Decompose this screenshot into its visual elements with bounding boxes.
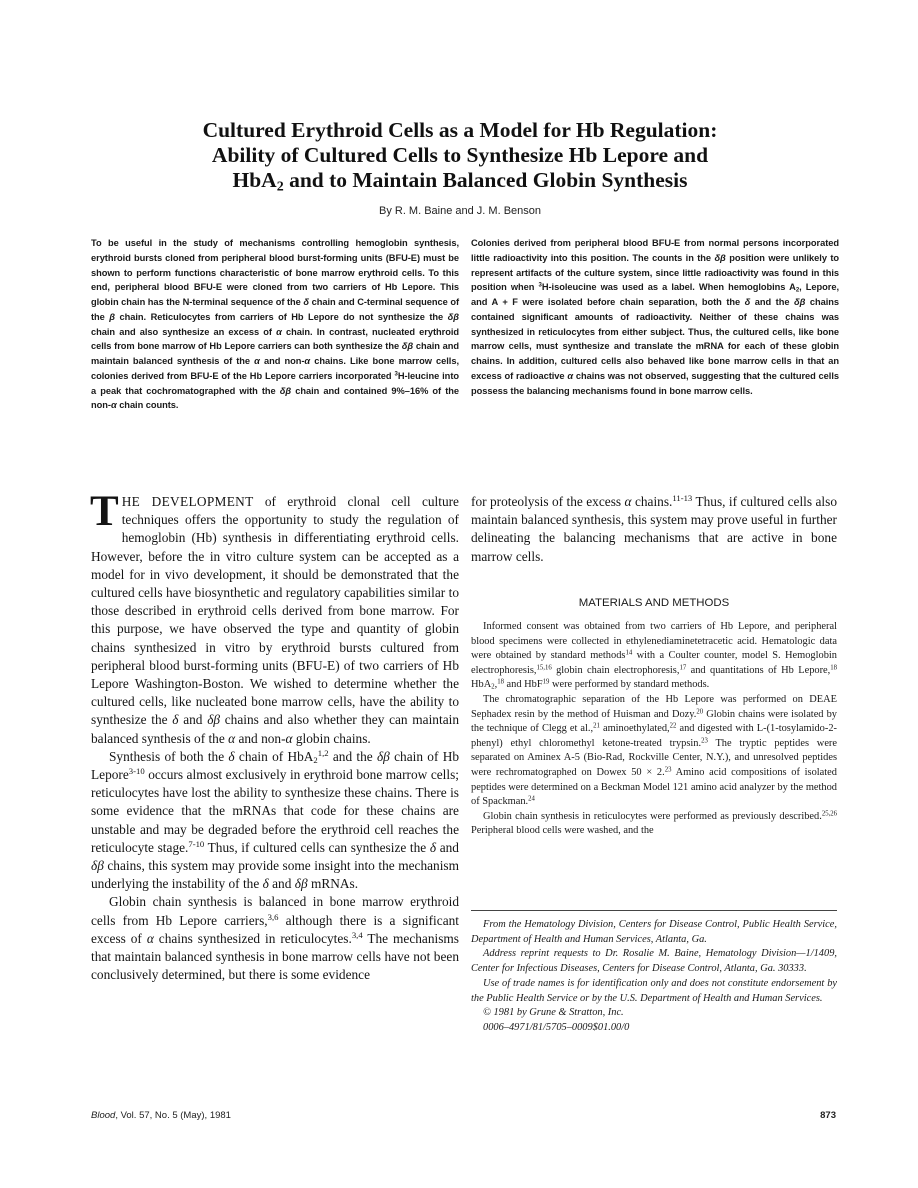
journal-details: , Vol. 57, No. 5 (May), 1981 bbox=[115, 1110, 231, 1121]
footnote-divider bbox=[471, 910, 837, 911]
drop-cap: T bbox=[90, 488, 119, 535]
title-line: HbA$_2$ and to Maintain Balanced Globin Synthesis bbox=[232, 168, 688, 195]
journal-name: Blood bbox=[91, 1110, 116, 1121]
title-line: Ability of Cultured Cells to Synthesize Hb Lepore and bbox=[211, 143, 709, 167]
journal-citation bbox=[91, 1110, 231, 1121]
body-paragraph: for proteolysis of the excess α chains.$^{11-13}$ Thus, if cultured cells also maintain balanced synthesis, this system may prove useful in further delineating the balancing mechanisms that are active in bone marrow cells. bbox=[471, 493, 838, 564]
footnote-affiliation: From the Hematology Division, Centers for Disease Control, Public Health Service, Department of Health and Human Services, Atlanta, Ga. bbox=[471, 919, 837, 945]
methods-paragraph: Informed consent was obtained from two carriers of Hb Lepore, and peripheral blood specimens were collected in ethylenediaminetetracetic acid. Hematologic data were obtained by standard methods$^{14}$ with a Coulter counter, model S. Hemoglobin electrophoresis,$^{15,16}$ globin chain electrophoresis,$^{17}$ and quantitations of Hb Lepore,$^{18}$ HbA$_2$,$^{18}$ and HbF$^{19}$ were performed by standard methods. bbox=[471, 621, 838, 692]
body-paragraph: Synthesis of both the δ chain of HbA$_2^{1,2}$ and the δβ chain of Hb Lepore$^{3-10}$ occurs almost exclusively in erythroid bone marrow cells; reticulocytes have lost the ability to synthesize these chains. There is some evidence that the mRNAs that code for these chains are unstable and may be degraded before the erythroid cell reaches the reticulocyte stage.$^{7-10}$ Thus, if cultured cells can synthesize the δ and δβ chains, this system may provide some insight into the mechanism underlying the instability of the δ and δβ mRNAs. bbox=[91, 748, 459, 892]
paragraph-text: of erythroid clonal cell culture techniques offers the opportunity to study the regulation of hemoglobin (Hb) synthesis in differentiating erythroid cells. However, before the in vitro culture system can be accepted as a model for in vivo development, it should be demonstrated that the cultured cells have biosynthetic and regulatory capabilities similar to those described in erythroid cells derived from bone marrow. For this purpose, we have observed the type and quantity of globin chains synthesized in vitro by erythroid bursts cultured from peripheral blood burst-forming units (BFU-E) of two carriers of Hb Lepore Washington-Boston. We wished to determine whether the cultured cells, like nucleated bone marrow cells, have the ability to synthesize the δ and δβ chains and also whether they can maintain balanced synthesis of the α and non-α globin chains. bbox=[91, 494, 459, 746]
methods-paragraph: Globin chain synthesis in reticulocytes were performed as previously described.$^{25,26}$ Peripheral blood cells were washed, and the bbox=[471, 810, 837, 837]
page-number: 873 bbox=[820, 1110, 836, 1121]
intro-paragraph bbox=[90, 488, 459, 748]
footnote-trade-names: Use of trade names is for identification only and does not constitute endorsement by the Public Health Service or by the U.S. Department of Health and Human Services. bbox=[471, 977, 837, 1004]
body-left-column bbox=[90, 488, 459, 984]
intro-caps: HE DEVELOPMENT bbox=[121, 494, 254, 509]
footnote-reprint-address: Address reprint requests to Dr. Rosalie M. Baine, Hematology Division—1/1409, Center for Infectious Diseases, Centers for Disease Control, Atlanta, Ga. 30333. bbox=[471, 948, 837, 975]
methods-paragraph: The chromatographic separation of the Hb Lepore was performed on DEAE Sephadex resin by the method of Huisman and Dozy.$^{20}$ Globin chains were isolated by the technique of Clegg et al.,$^{21}$ aminoethylated,$^{22}$ and digested with L-(1-tosylamido-2-phenyl) ethyl chloromethyl ketone-treated trypsin.$^{23}$ The tryptic peptides were separated on Aminex A-5 (Bio-Rad, Rockville Center, N.Y.), and unresolved peptides were rechromatographed on Dowex 50 × 2.23 Amino acid compositions of isolated peptides were determined on a Beckman Model 121 amino acid analyzer by the method of Spackman.$^{24}$ bbox=[471, 693, 838, 808]
body-paragraph: Globin chain synthesis is balanced in bone marrow erythroid cells from Hb Lepore carriers,$^{3,6}$ although there is a significant excess of α chains synthesized in reticulocytes.$^{3,4}$ The mechanisms that maintain balanced synthesis in bone marrow cells have not been conclusively determined, but there is some evidence bbox=[91, 894, 459, 983]
author-byline: By R. M. Baine and J. M. Benson bbox=[378, 205, 542, 217]
title-line: Cultured Erythroid Cells as a Model for Hb Regulation: bbox=[202, 118, 718, 142]
abstract-right-column: Colonies derived from peripheral blood BFU-E from normal persons incorporated little radioactivity into this position. The counts in the δβ position were unlikely to represent artifacts of the culture system, since little radioactivity was found in this position when $^3$H-isoleucine was used as a label. When hemoglobins $A_2$, Lepore, and A + F were isolated before chain separation, both the δ and the δβ chains contained significant amounts of radioactivity. Neither of these chains was synthesized in reticulocytes from either subject. Thus, the cultured cells, like bone marrow cells, must synthesize and translate the mRNA for each of these globin chains. In addition, cultured cells also behaved like bone marrow cells in that an excess of radioactive α chains was not observed, suggesting that the cultured cells possess the balancing mechanisms found in bone marrow cells. bbox=[471, 238, 840, 396]
footnotes bbox=[471, 918, 837, 1036]
footnote-issn-code: 0006–4971/81/5705–0009$01.00/0 bbox=[483, 1021, 630, 1033]
body-right-column bbox=[471, 493, 837, 566]
methods-text bbox=[471, 620, 837, 839]
article-title bbox=[120, 118, 800, 193]
section-heading-methods: MATERIALS AND METHODS bbox=[578, 597, 730, 609]
footnote-copyright: © 1981 by Grune & Stratton, Inc. bbox=[483, 1007, 624, 1019]
abstract-left-column: To be useful in the study of mechanisms controlling hemoglobin synthesis, erythroid bursts cloned from peripheral blood burst-forming units (BFU-E) must be shown to perform functions characteristic of bone marrow erythroid cells. To this end, peripheral blood BFU-E were cloned from two carriers of Hb Lepore. This globin chain has the N-terminal sequence of the δ chain and C-terminal sequence of the β chain. Reticulocytes from carriers of Hb Lepore do not synthesize the δβ chain and also synthesize an excess of α chain. In contrast, nucleated erythroid cells from bone marrow of Hb Lepore carriers can both synthesize the δβ chain and maintain balanced synthesis of the α and non-α chains. Like bone marrow cells, colonies derived from BFU-E of the Hb Lepore carriers incorporated $^3$H-leucine into a peak that cochromatographed with the δβ chain and contained 9%–16% of the non-α chain counts. bbox=[91, 238, 460, 411]
